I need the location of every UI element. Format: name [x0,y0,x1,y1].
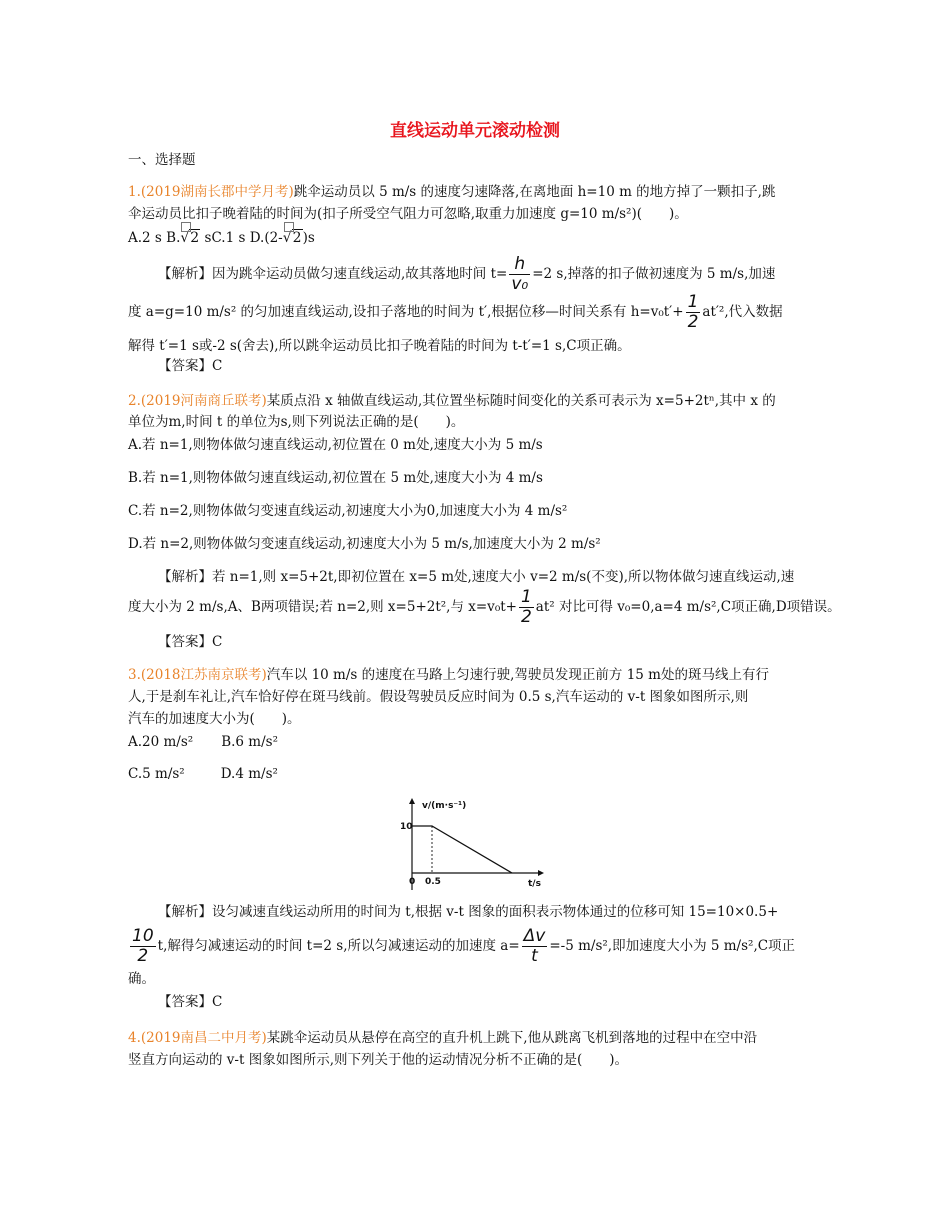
fraction: $\frac{h}{\text{v₀}}$ [511,254,529,294]
question-4-line-2: 竖直方向运动的 v-t 图象如图所示,则下列关于他的运动情况分析不正确的是( )。 [128,1052,629,1068]
fraction: $\frac{10}{2}$ [132,926,154,966]
x-axis-arrow-icon [538,870,544,876]
question-3-analysis-3: 确。 [128,971,155,987]
question-3-analysis-2: $\frac{10}{2}$ t,解得匀减速运动的时间 t=2 s,所以匀减速运动的加速度 a= $\frac{\Delta v}{t}$ =-5 m/s²,即加速度大小为 5 m/s²,C项正 [132,926,796,966]
question-2-source: 2.(2019河南商丘联考) [128,393,267,409]
question-3-line-2: 人,于是刹车礼让,汽车恰好停在斑马线前。假设驾驶员反应时间为 0.5 s,汽车运动的 v-t 图象如图所示,则 [128,689,749,705]
question-3-options-row-2 [128,765,278,783]
page-title: 直线运动单元滚动检测 [390,121,560,141]
option-a: A.20 m/s² [128,734,194,750]
question-2-analysis-1: 【解析】若 n=1,则 x=5+2t,即初位置在 x=5 m处,速度大小 v=2 m/s(不变),所以物体做匀速直线运动,速 [158,569,795,585]
question-3-line-3: 汽车的加速度大小为( )。 [128,711,301,727]
fraction: $\frac{1}{2}$ [520,587,532,627]
question-2-line-1: 2.(2019河南商丘联考)某质点沿 x 轴做直线运动,其位置坐标随时间变化的关系可表示为 x=5+2tⁿ,其中 x 的 [128,393,776,409]
question-3-options-row-1 [128,733,278,751]
x-tick-label: 0.5 [425,877,441,887]
question-3-source: 3.(2018江苏南京联考) [128,667,267,683]
question-1-analysis-1: 【解析】因为跳伞运动员做匀速直线运动,故其落地时间 t= $\frac{h}{\text{v₀}}$ =2 s,掉落的扣子做初速度为 5 m/s,加速 [158,254,776,294]
option-a: A.若 n=1,则物体做匀速直线运动,初位置在 0 m处,速度大小为 5 m/s [128,437,543,453]
placeholder-box-icon [284,222,294,232]
placeholder-box-icon [181,222,191,232]
option-c: C.若 n=2,则物体做匀变速直线运动,初速度大小为0,加速度大小为 4 m/s² [128,503,568,519]
question-1-options: A.2 s B. √2 sC.1 s D.(2- √2)s [128,229,315,247]
question-3-line-1: 3.(2018江苏南京联考)汽车以 10 m/s 的速度在马路上匀速行驶,驾驶员发现正前方 15 m处的斑马线上有行 [128,667,769,683]
question-4-source: 4.(2019南昌二中月考) [128,1030,267,1046]
question-1-analysis-3: 解得 t′=1 s或-2 s(舍去),所以跳伞运动员比扣子晚着陆的时间为 t-t′=1 s,C项正确。 [128,338,631,354]
question-3-answer: 【答案】C [158,994,223,1010]
question-4-line-1: 4.(2019南昌二中月考)某跳伞运动员从悬停在高空的直升机上跳下,他从跳离飞机到落地的过程中在空中沿 [128,1030,758,1046]
question-1-analysis-2: 度 a=g=10 m/s² 的匀加速直线运动,设扣子落地的时间为 t′,根据位移—时间关系有 h=v₀t′+ $\frac{1}{2}$ at′²,代入数据 [128,292,783,332]
fraction: $\frac{1}{2}$ [687,292,699,332]
option-d: D.若 n=2,则物体做匀变速直线运动,初速度大小为 5 m/s,加速度大小为 2 m/s² [128,536,601,552]
option-b: B.6 m/s² [221,734,278,750]
section-heading: 一、选择题 [128,152,196,168]
option-d: D.4 m/s² [220,766,278,782]
question-1-source: 1.(2019湖南长郡中学月考) [128,184,294,200]
y-tick-label: 10 [400,822,413,832]
question-2-answer: 【答案】C [158,634,223,650]
fraction: $\frac{\Delta v}{t}$ [523,926,546,966]
sqrt-expression: √2 [283,229,303,247]
question-1-line-2: 伞运动员比扣子晚着陆的时间为(扣子所受空气阻力可忽略,取重力加速度 g=10 m/s²)( )。 [128,206,688,222]
option-a: A.2 s [128,230,162,246]
question-1-line-1: 1.(2019湖南长郡中学月考)跳伞运动员以 5 m/s 的速度匀速降落,在离地面 h=10 m 的地方掉了一颗扣子,跳 [128,184,776,200]
option-b: B.若 n=1,则物体做匀速直线运动,初位置在 5 m处,速度大小为 4 m/s [128,470,543,486]
x-axis-label: t/s [528,879,541,889]
x-tick-label: 0 [409,877,416,887]
y-axis-label: v/(m·s⁻¹) [422,801,467,811]
question-1-answer: 【答案】C [158,358,223,374]
y-axis-arrow-icon [409,798,415,804]
question-2-analysis-2: 度大小为 2 m/s,A、B两项错误;若 n=2,则 x=5+2t²,与 x=v₀t+ $\frac{1}{2}$ at² 对比可得 v₀=0,a=4 m/s²,C项正确,D项错误。 [128,587,841,627]
sqrt-expression: √2 [180,229,200,247]
question-2-line-2: 单位为m,时间 t 的单位为s,则下列说法正确的是( )。 [128,414,465,430]
vt-graph [400,795,550,895]
option-c: C.5 m/s² [128,766,185,782]
question-3-analysis-1: 【解析】设匀减速直线运动所用的时间为 t,根据 v-t 图象的面积表示物体通过的位移可知 15=10×0.5+ [158,904,779,920]
velocity-line [412,826,512,873]
